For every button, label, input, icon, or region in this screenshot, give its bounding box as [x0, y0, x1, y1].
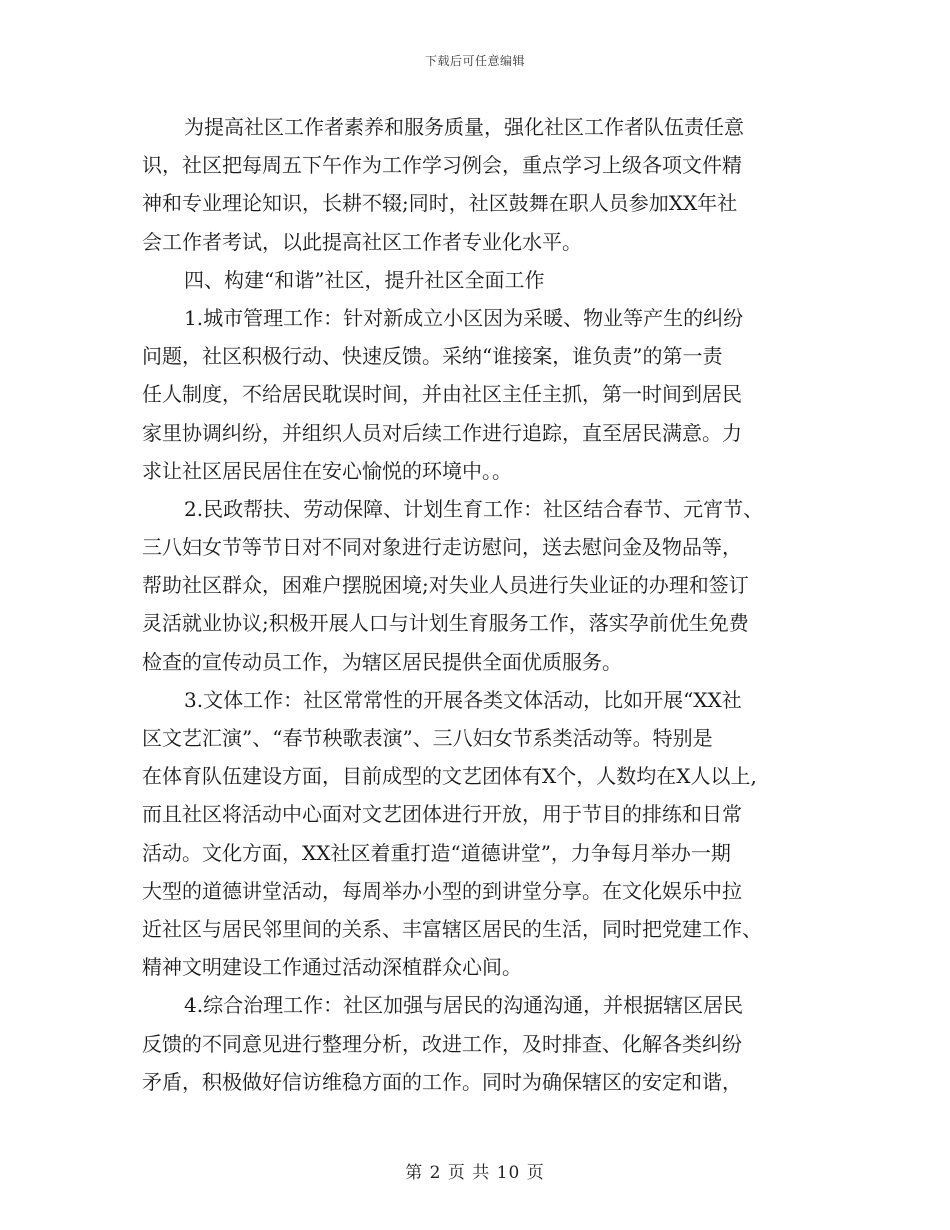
text-line: 大型的道德讲堂活动，每周举办小型的到讲堂分享。在文化娱乐中拉 [142, 878, 742, 903]
text-line: 四、构建“和谐”社区，提升社区全面工作 [184, 267, 545, 292]
text-line: 任人制度，不给居民耽误时间，并由社区主任主抓，第一时间到居民 [142, 382, 742, 407]
document-body [142, 108, 832, 1101]
text-line: 问题，社区积极行动、快速反馈。采纳“谁接案，谁负责”的第一责 [142, 344, 723, 369]
text-line: 会工作者考试，以此提高社区工作者专业化水平。 [142, 229, 582, 254]
text-line: 区文艺汇演”、“春节秧歌表演”、三八妇女节系类活动等。特别是 [142, 726, 713, 750]
text-line: 4.综合治理工作：社区加强与居民的沟通沟通，并根据辖区居民 [184, 993, 744, 1018]
text-line: 三八妇女节等节日对不同对象进行走访慰问，送去慰问金及物品等， [142, 535, 742, 560]
page-number: 第 2 页 共 10 页 [405, 1163, 545, 1183]
text-line: 近社区与居民邻里间的关系、丰富辖区居民的生活，同时把党建工作、 [142, 916, 762, 941]
text-line: 求让社区居民居住在安心愉悦的环境中。。 [142, 458, 512, 483]
text-line: 3.文体工作：社区常常性的开展各类文体活动，比如开展“XX社 [184, 687, 742, 712]
text-line: 反馈的不同意见进行整理分析，改进工作，及时排查、化解各类纠纷 [142, 1031, 742, 1056]
text-line: 1.城市管理工作：针对新成立小区因为采暖、物业等产生的纠纷 [184, 305, 744, 330]
text-line: 神和专业理论知识，长耕不辍;同时，社区鼓舞在职人员参加XX年社 [142, 191, 738, 216]
text-line: 在体育队伍建设方面，目前成型的文艺团体有X个，人数均在X人以上, [142, 764, 757, 789]
text-line: 识，社区把每周五下午作为工作学习例会，重点学习上级各项文件精 [142, 153, 742, 178]
text-line: 帮助社区群众，困难户摆脱困境;对失业人员进行失业证的办理和签订 [142, 573, 749, 598]
text-line: 精神文明建设工作通过活动深植群众心间。 [142, 955, 522, 980]
page-header-note: 下载后可任意编辑 [424, 54, 525, 68]
text-line: 家里协调纠纷，并组织人员对后续工作进行追踪，直至居民满意。力 [142, 420, 742, 445]
text-line: 灵活就业协议;积极开展人口与计划生育服务工作，落实孕前优生免费 [142, 611, 749, 636]
text-line: 而且社区将活动中心面对文艺团体进行开放，用于节目的排练和日常 [142, 802, 742, 827]
text-line: 检查的宣传动员工作，为辖区居民提供全面优质服务。 [142, 649, 622, 674]
text-line: 2.民政帮扶、劳动保障、计划生育工作：社区结合春节、元宵节、 [184, 496, 764, 521]
text-line: 为提高社区工作者素养和服务质量，强化社区工作者队伍责任意 [184, 115, 744, 139]
text-line: 活动。文化方面，XX社区着重打造“道德讲堂”，力争每月举办一期 [142, 840, 731, 865]
text-line: 矛盾，积极做好信访维稳方面的工作。同时为确保辖区的安定和谐， [142, 1069, 742, 1094]
